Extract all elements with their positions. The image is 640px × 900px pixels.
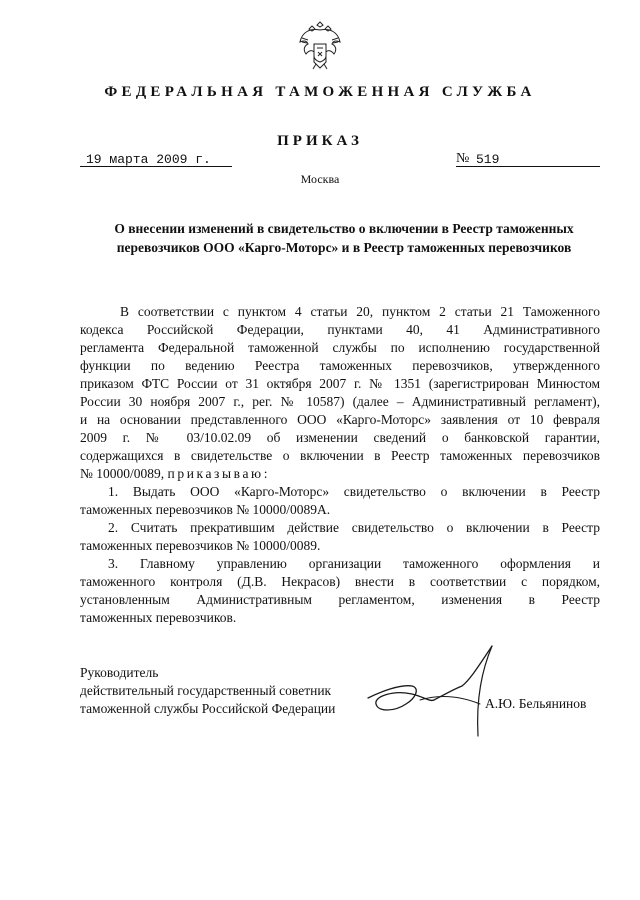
order-number: 519: [476, 152, 500, 167]
order-date: 19 марта 2009 г.: [86, 152, 211, 167]
signatory-title-line: таможенной службы Российской Федерации: [80, 701, 336, 716]
signatory-name: А.Ю. Бельянинов: [485, 696, 587, 711]
preamble-line: кодекса Российской Федерации, пунктами 40, 41 Административного: [80, 322, 600, 337]
agency-name: ФЕДЕРАЛЬНАЯ ТАМОЖЕННАЯ СЛУЖБА: [104, 84, 536, 100]
signatory-title-line: Руководитель: [80, 665, 159, 680]
preamble-line: 2009 г. № 03/10.02.09 об изменении сведений о банковской гарантии,: [80, 430, 600, 445]
item-1-line: 1. Выдать ООО «Карго-Моторс» свидетельство о включении в Реестр: [108, 484, 600, 499]
preamble-line: В соответствии с пунктом 4 статьи 20, пунктом 2 статьи 21 Таможенного: [120, 304, 600, 319]
order-word: приказываю:: [167, 466, 271, 481]
number-sign: №: [456, 151, 470, 166]
preamble-line: регламента Федеральной таможенной службы по исполнению государственной: [80, 340, 600, 355]
item-3-line: таможенного контроля (Д.В. Некрасов) внести в соответствии с порядком,: [80, 574, 600, 589]
preamble-line: содержащихся в свидетельстве о включении в Реестр таможенных перевозчиков: [80, 448, 600, 463]
title-line: О внесении изменений в свидетельство о включении в Реестр таможенных: [114, 221, 574, 236]
document-type: ПРИКАЗ: [277, 133, 363, 149]
title-line: перевозчиков ООО «Карго-Моторс» и в Реестр таможенных перевозчиков: [116, 240, 572, 255]
city: Москва: [300, 172, 340, 186]
item-2-line: 2. Считать прекратившим действие свидетельство о включении в Реестр: [108, 520, 600, 535]
item-3-line: 3. Главному управлению организации таможенного оформления и: [108, 556, 600, 571]
preamble-line: функции по ведению Реестра таможенных перевозчиков, утвержденного: [80, 358, 600, 373]
handwritten-signature: [360, 640, 500, 740]
preamble-line: приказом ФТС России от 31 октября 2007 г. № 1351 (зарегистрирован Минюстом: [80, 376, 600, 391]
preamble-line: России 30 ноября 2007 г., рег. № 10587) (далее – Административный регламент),: [80, 394, 600, 409]
item-1-line: таможенных перевозчиков № 10000/0089А.: [80, 502, 331, 517]
coat-of-arms-icon: [298, 18, 342, 72]
item-2-line: таможенных перевозчиков № 10000/0089.: [80, 538, 321, 553]
item-3-line: таможенных перевозчиков.: [80, 610, 237, 625]
order-title: [80, 219, 608, 257]
item-3-line: установленным Административным регламентом, изменения в Реестр: [80, 592, 600, 607]
preamble-line: и на основании представленного ООО «Карго-Моторс» заявления от 10 февраля: [80, 412, 600, 427]
preamble-last-text: № 10000/0089,: [80, 466, 165, 481]
preamble-last-line: [80, 465, 600, 483]
signatory-title-line: действительный государственный советник: [80, 683, 332, 698]
